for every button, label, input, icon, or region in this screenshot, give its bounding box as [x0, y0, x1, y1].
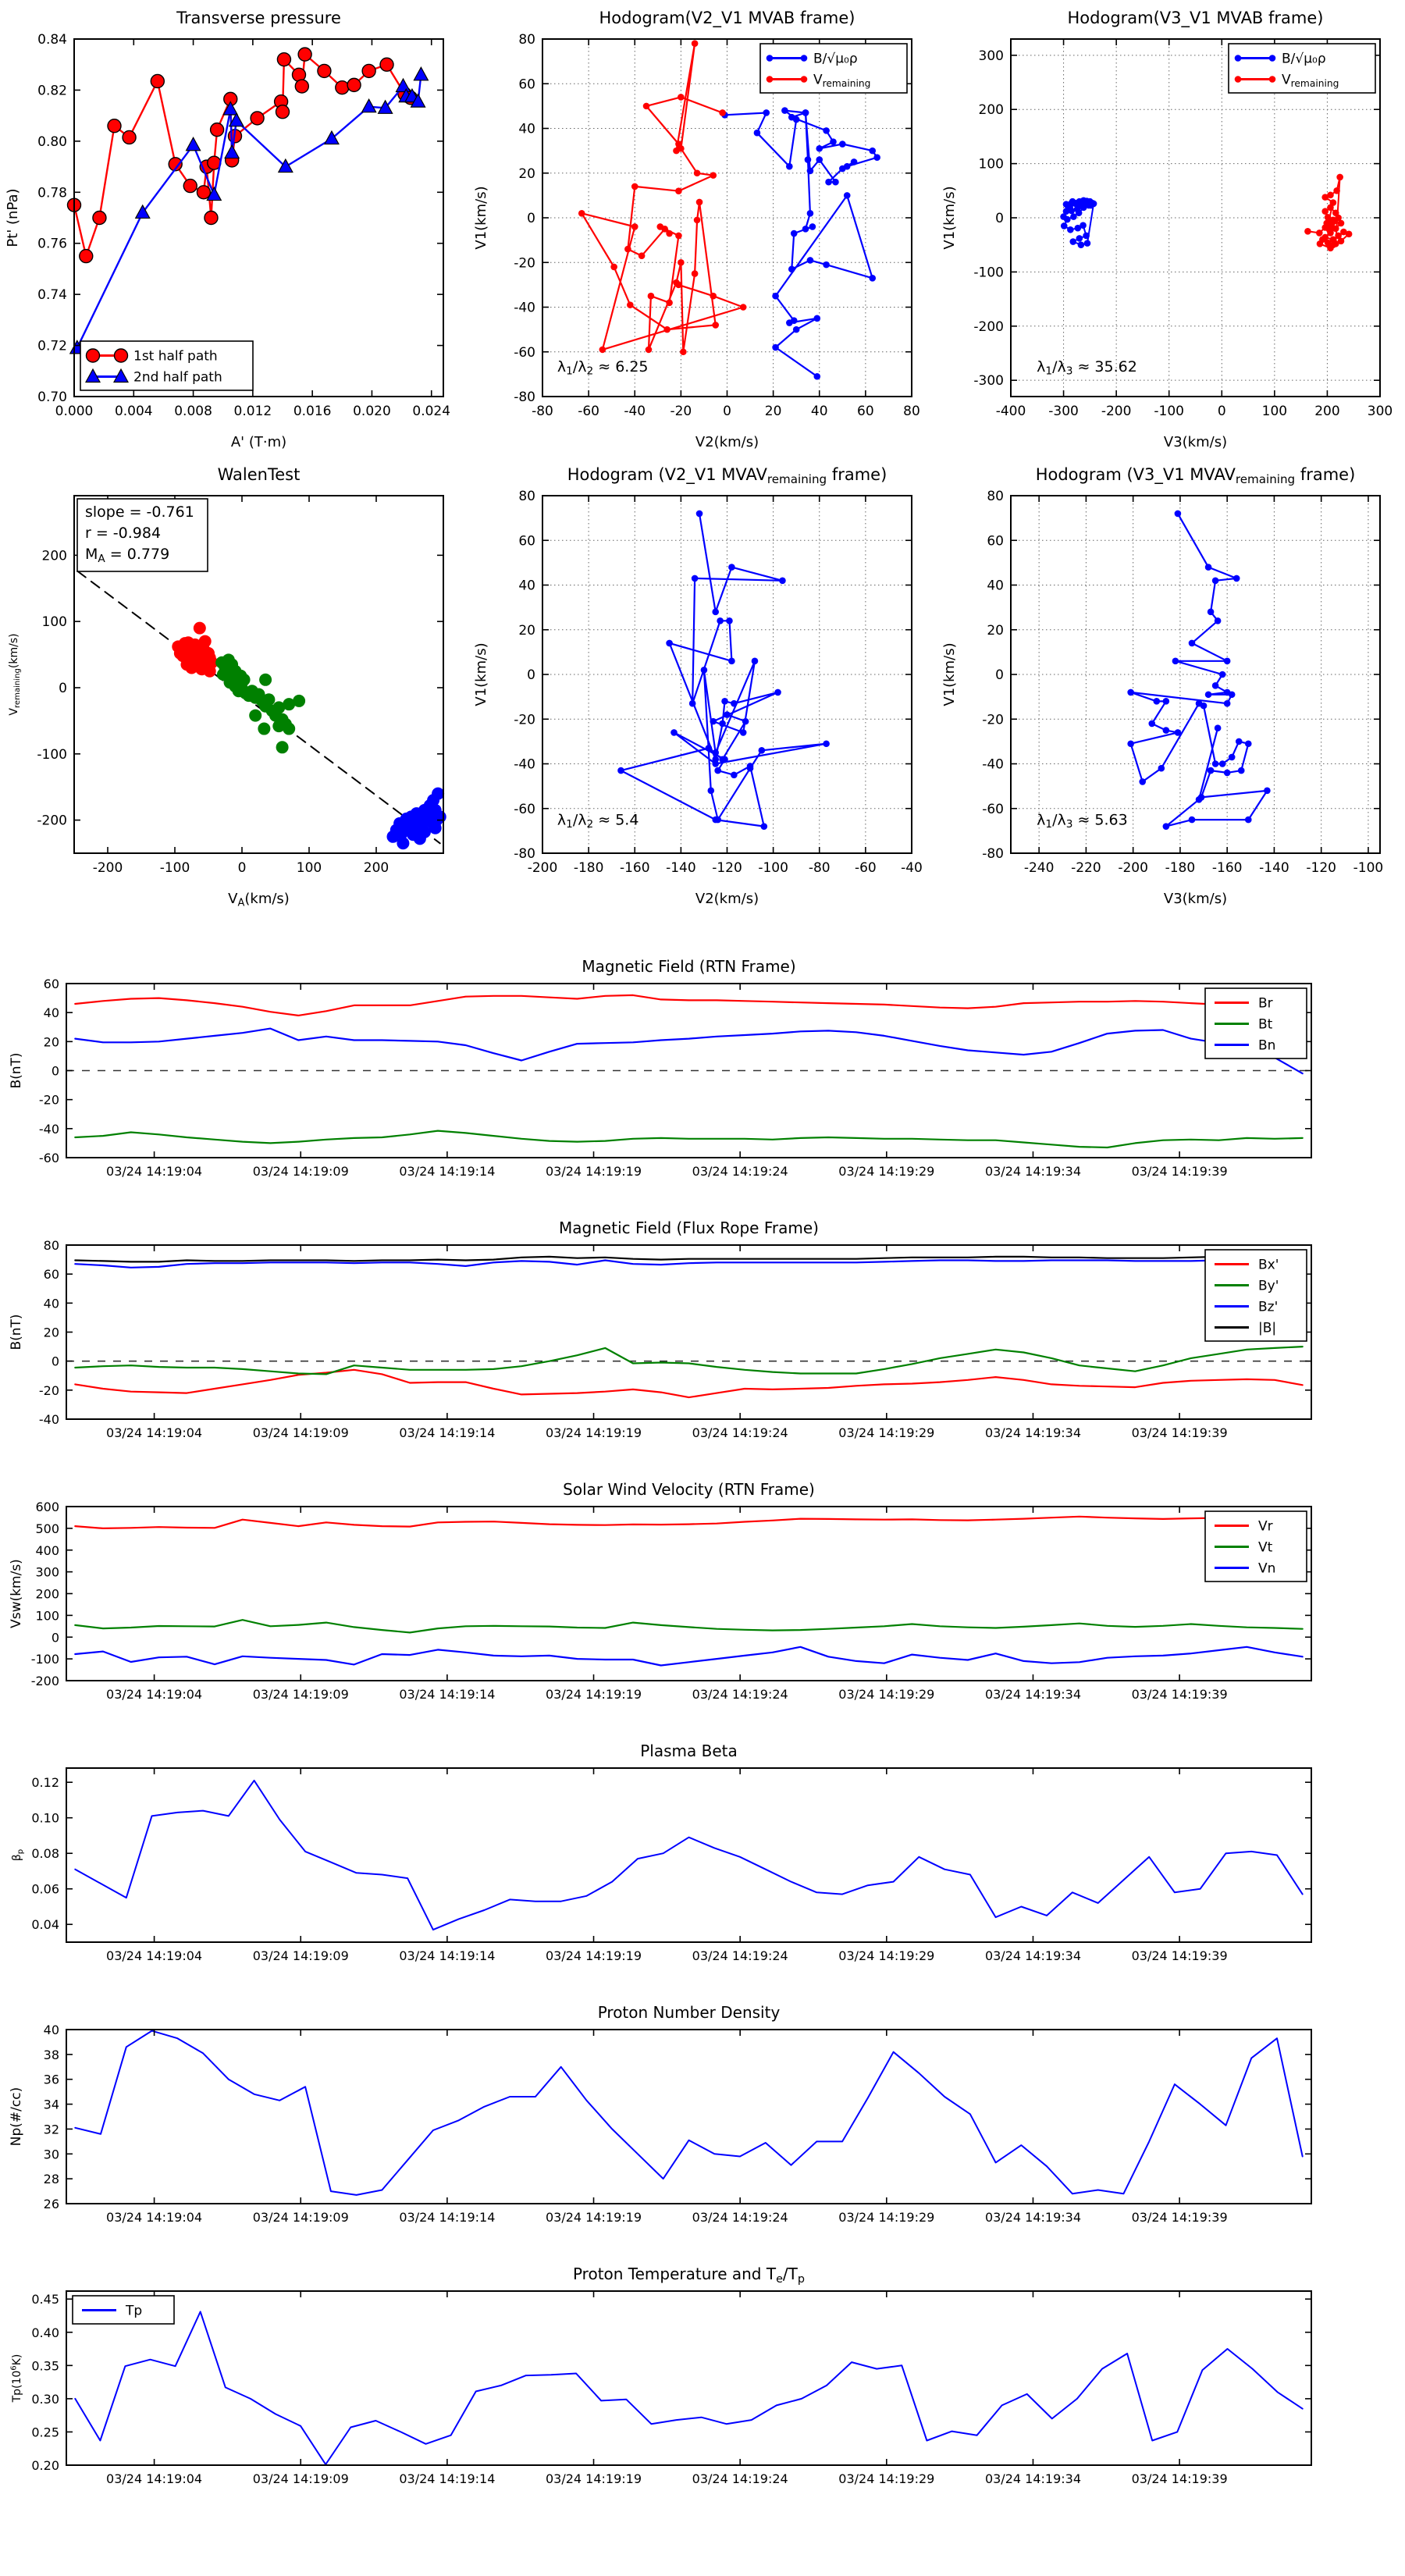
y-tick-label: 20 [518, 165, 535, 182]
legend-label: Bz' [1258, 1299, 1279, 1315]
x-tick-label: 03/24 14:19:09 [252, 1425, 349, 1440]
y-tick-label: 40 [987, 578, 1004, 594]
x-tick-label: 03/24 14:19:09 [252, 1164, 349, 1179]
x-tick-label: 03/24 14:19:14 [399, 1948, 496, 1963]
x-tick-label: 03/24 14:19:04 [106, 1164, 203, 1179]
x-tick-label: -80 [532, 404, 553, 419]
y-tick-label: -60 [514, 344, 535, 361]
y-tick-label: 0.76 [37, 236, 67, 252]
chart-title: Hodogram (V2_V1 $MVAV_{remaining}$ frame) [567, 465, 887, 487]
chart-title: Magnetic Field (Flux Rope Frame) [559, 1219, 819, 1237]
transverse-pressure-svg [0, 0, 468, 457]
legend-label: Bx' [1258, 1257, 1279, 1273]
x-axis-label: V3(km/s) [1163, 434, 1228, 450]
chart-transverse-pressure [0, 0, 468, 457]
y-axis-label: Vsw(km/s) [9, 1559, 24, 1628]
y-tick-label: 0.72 [37, 338, 67, 354]
x-tick-label: 20 [764, 404, 782, 419]
x-tick-label: 200 [363, 860, 389, 876]
y-tick-label: 0.84 [37, 32, 67, 48]
x-tick-label: -200 [92, 860, 123, 876]
y-tick-label: 80 [518, 489, 535, 504]
x-tick-label: 03/24 14:19:19 [545, 1948, 642, 1963]
y-tick-label: 0.35 [31, 2358, 59, 2374]
time-series-stack [0, 952, 1405, 2521]
x-tick-label: 03/24 14:19:24 [692, 2471, 788, 2486]
stats-line: slope = -0.761 [85, 503, 194, 521]
legend-label: B/√μ₀ρ [1282, 51, 1326, 67]
y-tick-label: -60 [514, 801, 535, 817]
x-tick-label: 03/24 14:19:39 [1131, 2471, 1228, 2486]
x-tick-label: -160 [619, 860, 650, 876]
chart-proton-number-density [0, 1998, 1405, 2260]
x-tick-label: 0.012 [233, 404, 272, 419]
y-tick-label: 0.06 [31, 1881, 59, 1897]
chart-hodogram-v2v1-mvab [468, 0, 937, 457]
y-tick-label: -40 [514, 300, 535, 316]
x-tick-label: -20 [670, 404, 692, 419]
hodogram-v3v1-mvav-svg [937, 457, 1405, 913]
legend-label: Vn [1258, 1560, 1276, 1577]
y-tick-label: 34 [43, 2097, 59, 2112]
x-tick-label: 03/24 14:19:24 [692, 1425, 788, 1440]
x-tick-label: 03/24 14:19:09 [252, 1687, 349, 1702]
x-tick-label: 03/24 14:19:04 [106, 2210, 203, 2225]
x-tick-label: -200 [527, 860, 558, 876]
y-axis-label: V1(km/s) [473, 186, 489, 250]
y-tick-label: -40 [982, 756, 1004, 773]
legend-label: B/√μ₀ρ [813, 51, 858, 67]
y-tick-label: 40 [43, 1296, 59, 1311]
x-tick-label: 100 [296, 860, 322, 876]
x-tick-label: -80 [808, 860, 831, 876]
chart-proton-temperature [0, 2260, 1405, 2521]
y-tick-label: 0 [527, 211, 535, 226]
y-tick-label: 0.45 [31, 2292, 59, 2307]
y-tick-label: 100 [978, 156, 1004, 173]
x-tick-label: 03/24 14:19:39 [1131, 1164, 1228, 1179]
y-tick-label: 40 [518, 121, 535, 137]
y-tick-label: 26 [43, 2197, 59, 2211]
proton-temperature-svg [0, 2260, 1405, 2521]
chart-title: Proton Number Density [597, 2003, 781, 2022]
y-tick-label: 40 [43, 2023, 59, 2037]
y-tick-label: -20 [38, 1382, 59, 1398]
x-tick-label: 300 [1367, 404, 1393, 419]
x-tick-label: 03/24 14:19:04 [106, 2471, 203, 2486]
x-tick-label: -400 [995, 404, 1026, 419]
x-tick-label: 03/24 14:19:19 [545, 2210, 642, 2225]
magnetic-field-rtn-svg [0, 952, 1405, 1214]
x-tick-label: -140 [666, 860, 696, 876]
y-tick-label: 0.70 [37, 390, 67, 405]
x-tick-label: -60 [578, 404, 600, 419]
y-axis-label: Vremaining(km/s) [8, 633, 22, 716]
legend-label: 1st half path [133, 348, 218, 365]
chart-title: Transverse pressure [176, 9, 341, 27]
legend-label: Vremaining [813, 72, 871, 89]
legend-label: Bn [1258, 1037, 1276, 1054]
y-axis-label: Pt' (nPa) [5, 188, 21, 247]
y-tick-label: 30 [43, 2147, 59, 2162]
x-tick-label: 0 [723, 404, 731, 419]
y-tick-label: -80 [982, 846, 1004, 862]
chart-magnetic-field-rtn [0, 952, 1405, 1214]
x-tick-label: 0 [237, 860, 247, 876]
chart-title: Plasma Beta [640, 1742, 738, 1760]
x-tick-label: 03/24 14:19:29 [838, 1425, 935, 1440]
y-tick-label: -200 [973, 318, 1004, 335]
y-tick-label: 60 [43, 977, 59, 991]
x-tick-label: -100 [758, 860, 788, 876]
y-tick-label: -20 [514, 712, 535, 728]
y-tick-label: 0.30 [31, 2391, 59, 2407]
x-tick-label: 03/24 14:19:29 [838, 1948, 935, 1963]
y-tick-label: 0.08 [31, 1846, 59, 1862]
y-tick-label: 500 [35, 1521, 59, 1536]
x-tick-label: 80 [903, 404, 920, 419]
x-tick-label: -40 [624, 404, 646, 419]
y-tick-label: 38 [43, 2047, 59, 2062]
y-axis-label: B(nT) [9, 1052, 24, 1089]
y-tick-label: 400 [35, 1542, 59, 1558]
x-tick-label: -160 [1211, 860, 1243, 876]
y-tick-label: -200 [30, 1674, 59, 1688]
y-tick-label: 300 [978, 48, 1004, 64]
magnetic-field-flux-rope-svg [0, 1214, 1405, 1475]
stats-line: MA = 0.779 [85, 546, 170, 565]
x-tick-label: -200 [1118, 860, 1148, 876]
hodogram-v3v1-mvab-svg [937, 0, 1405, 457]
x-tick-label: 60 [857, 404, 874, 419]
x-tick-label: 03/24 14:19:24 [692, 1948, 788, 1963]
y-tick-label: 0.78 [37, 185, 67, 201]
x-tick-label: 03/24 14:19:34 [984, 1425, 1082, 1440]
chart-magnetic-field-flux-rope [0, 1214, 1405, 1475]
x-axis-label: $V_A(km/s)$ [228, 891, 290, 909]
y-tick-label: 0.40 [31, 2325, 59, 2340]
x-tick-label: 03/24 14:19:19 [545, 1164, 642, 1179]
y-tick-label: 0 [59, 680, 67, 696]
y-tick-label: 0 [995, 667, 1004, 683]
y-tick-label: 0.80 [37, 133, 67, 150]
x-tick-label: 0.024 [412, 404, 451, 419]
chart-hodogram-v3v1-mvav [937, 457, 1405, 913]
top-panel-grid [0, 0, 1405, 913]
x-tick-label: -100 [159, 860, 190, 876]
chart-title: Hodogram(V2_V1 MVAB frame) [599, 9, 855, 27]
x-tick-label: 03/24 14:19:04 [106, 1425, 203, 1440]
x-tick-label: -120 [1306, 860, 1336, 876]
legend-label: 2nd half path [133, 369, 222, 386]
x-tick-label: 03/24 14:19:39 [1131, 1425, 1228, 1440]
y-tick-label: 20 [987, 622, 1004, 639]
y-tick-label: -40 [514, 756, 535, 773]
y-tick-label: -20 [982, 712, 1004, 728]
y-tick-label: 0.20 [31, 2458, 59, 2473]
y-tick-label: -20 [514, 255, 535, 272]
proton-number-density-svg [0, 1998, 1405, 2260]
y-tick-label: 0.10 [31, 1810, 59, 1826]
y-tick-label: 60 [987, 533, 1004, 550]
y-axis-label: B(nT) [9, 1314, 24, 1350]
annotation: λ1/λ2 ≈ 6.25 [557, 358, 649, 378]
chart-solar-wind-velocity [0, 1475, 1405, 1737]
x-tick-label: 40 [810, 404, 828, 419]
y-axis-label: Np(#/cc) [9, 2087, 24, 2147]
y-tick-label: 60 [518, 533, 535, 550]
y-tick-label: -300 [973, 373, 1004, 390]
stats-line: r = -0.984 [85, 525, 162, 542]
y-tick-label: 80 [518, 32, 535, 48]
plasma-beta-svg [0, 1737, 1405, 1998]
y-tick-label: 200 [978, 102, 1004, 119]
y-tick-label: 100 [41, 614, 67, 631]
legend-label: Vremaining [1282, 72, 1339, 89]
walen-test-svg [0, 457, 468, 913]
x-tick-label: 03/24 14:19:34 [984, 1687, 1082, 1702]
hodogram-v2v1-mvab-svg [468, 0, 937, 457]
x-tick-label: 03/24 14:19:29 [838, 2471, 935, 2486]
x-tick-label: 03/24 14:19:34 [984, 1948, 1082, 1963]
y-tick-label: -80 [514, 846, 535, 862]
chart-walen-test [0, 457, 468, 913]
x-tick-label: 03/24 14:19:04 [106, 1948, 203, 1963]
y-tick-label: -100 [30, 1652, 59, 1667]
y-tick-label: 0.74 [37, 287, 67, 304]
y-tick-label: 28 [43, 2172, 59, 2187]
x-axis-label: V3(km/s) [1163, 891, 1228, 907]
x-tick-label: 0.004 [114, 404, 153, 419]
y-tick-label: 0.25 [31, 2425, 59, 2440]
x-tick-label: 0.016 [293, 404, 332, 419]
x-tick-label: 200 [1314, 404, 1340, 419]
x-tick-label: -220 [1071, 860, 1101, 876]
y-tick-label: 200 [35, 1586, 59, 1602]
y-axis-label: V1(km/s) [941, 642, 958, 706]
x-tick-label: 03/24 14:19:04 [106, 1687, 203, 1702]
legend-label: Vt [1258, 1539, 1273, 1556]
y-axis-label: V1(km/s) [941, 186, 958, 250]
x-tick-label: 03/24 14:19:29 [838, 1164, 935, 1179]
y-tick-label: 20 [43, 1034, 59, 1050]
x-tick-label: 03/24 14:19:39 [1131, 1687, 1228, 1702]
chart-title: Proton Temperature and $T_e/T_p$ [572, 2265, 806, 2286]
y-tick-label: 0 [527, 667, 535, 683]
x-tick-label: 03/24 14:19:24 [692, 2210, 788, 2225]
y-tick-label: 40 [518, 578, 535, 594]
chart-title: Hodogram(V3_V1 MVAB frame) [1067, 9, 1324, 27]
annotation: λ1/λ2 ≈ 5.4 [557, 811, 639, 831]
y-tick-label: 0.04 [31, 1917, 59, 1933]
legend-label: By' [1258, 1278, 1279, 1294]
y-axis-label: $Tp(10^6K)$ [9, 2354, 23, 2403]
y-tick-label: 80 [987, 489, 1004, 504]
x-tick-label: 03/24 14:19:39 [1131, 2210, 1228, 2225]
y-tick-label: 0 [51, 1063, 59, 1079]
legend-label: |B| [1258, 1320, 1277, 1336]
x-tick-label: 03/24 14:19:14 [399, 2210, 496, 2225]
x-tick-label: -240 [1023, 860, 1055, 876]
x-tick-label: 03/24 14:19:34 [984, 2471, 1082, 2486]
x-tick-label: 03/24 14:19:09 [252, 2210, 349, 2225]
x-tick-label: 03/24 14:19:24 [692, 1164, 788, 1179]
x-tick-label: -120 [712, 860, 742, 876]
legend-label: Bt [1258, 1016, 1273, 1033]
chart-plasma-beta [0, 1737, 1405, 1998]
y-tick-label: -200 [37, 813, 67, 829]
annotation: λ1/λ3 ≈ 5.63 [1037, 811, 1128, 831]
y-tick-label: 36 [43, 2072, 59, 2087]
x-tick-label: -40 [901, 860, 923, 876]
y-tick-label: 40 [43, 1005, 59, 1021]
y-tick-label: -60 [38, 1151, 59, 1165]
x-tick-label: 03/24 14:19:19 [545, 2471, 642, 2486]
legend-label: Vr [1258, 1518, 1273, 1535]
y-axis-label: V1(km/s) [473, 642, 489, 706]
x-tick-label: 03/24 14:19:29 [838, 1687, 935, 1702]
y-tick-label: 0.82 [37, 83, 67, 99]
x-tick-label: 03/24 14:19:14 [399, 1687, 496, 1702]
legend-label: Br [1258, 995, 1273, 1012]
y-tick-label: 100 [35, 1608, 59, 1624]
y-tick-label: -20 [38, 1092, 59, 1108]
x-tick-label: 0 [1217, 404, 1226, 419]
y-tick-label: 0 [51, 1354, 59, 1369]
x-tick-label: -100 [1154, 404, 1185, 419]
x-axis-label: V2(km/s) [695, 891, 759, 907]
hodogram-v2v1-mvav-svg [468, 457, 937, 913]
y-tick-label: 20 [43, 1325, 59, 1340]
x-tick-label: 03/24 14:19:19 [545, 1425, 642, 1440]
chart-title: Magnetic Field (RTN Frame) [582, 957, 796, 976]
y-tick-label: 32 [43, 2122, 59, 2137]
x-tick-label: 100 [1261, 404, 1288, 419]
x-tick-label: 0.000 [55, 404, 94, 419]
y-tick-label: -60 [982, 801, 1004, 817]
x-tick-label: -100 [1353, 860, 1384, 876]
y-tick-label: -80 [514, 390, 535, 405]
y-tick-label: 200 [41, 548, 67, 564]
y-tick-label: -40 [38, 1121, 59, 1137]
y-tick-label: 0 [51, 1630, 59, 1646]
x-tick-label: 03/24 14:19:14 [399, 1425, 496, 1440]
x-tick-label: -300 [1048, 404, 1079, 419]
x-tick-label: 03/24 14:19:29 [838, 2210, 935, 2225]
x-tick-label: -60 [854, 860, 877, 876]
y-tick-label: 60 [518, 76, 535, 93]
chart-title: WalenTest [217, 465, 301, 484]
solar-wind-velocity-svg [0, 1475, 1405, 1737]
x-tick-label: 03/24 14:19:24 [692, 1687, 788, 1702]
x-tick-label: -140 [1259, 860, 1289, 876]
x-tick-label: 0.020 [353, 404, 391, 419]
x-tick-label: 03/24 14:19:09 [252, 2471, 349, 2486]
y-tick-label: 20 [518, 622, 535, 639]
x-axis-label: A' (T·m) [230, 434, 287, 450]
legend-label: Tp [126, 2303, 143, 2319]
y-tick-label: -100 [37, 746, 67, 763]
x-tick-label: 03/24 14:19:14 [399, 2471, 496, 2486]
y-tick-label: 80 [43, 1238, 59, 1253]
x-tick-label: -200 [1101, 404, 1132, 419]
y-tick-label: 0.12 [31, 1775, 59, 1791]
y-tick-label: -40 [38, 1412, 59, 1427]
x-tick-label: -180 [1165, 860, 1196, 876]
y-axis-label: βp [11, 1848, 25, 1862]
x-axis-label: V2(km/s) [695, 434, 759, 450]
x-tick-label: 0.008 [174, 404, 212, 419]
chart-hodogram-v2v1-mvav [468, 457, 937, 913]
annotation: λ1/λ3 ≈ 35.62 [1037, 358, 1137, 378]
chart-hodogram-v3v1-mvab [937, 0, 1405, 457]
y-tick-label: 60 [43, 1267, 59, 1283]
x-tick-label: 03/24 14:19:39 [1131, 1948, 1228, 1963]
y-tick-label: 600 [35, 1500, 59, 1514]
x-tick-label: 03/24 14:19:09 [252, 1948, 349, 1963]
x-tick-label: 03/24 14:19:34 [984, 1164, 1082, 1179]
x-tick-label: 03/24 14:19:14 [399, 1164, 496, 1179]
chart-title: Solar Wind Velocity (RTN Frame) [563, 1480, 815, 1499]
x-tick-label: -180 [573, 860, 604, 876]
x-tick-label: 03/24 14:19:19 [545, 1687, 642, 1702]
y-tick-label: 0 [995, 211, 1004, 226]
chart-title: Hodogram (V3_V1 $MVAV_{remaining}$ frame) [1035, 465, 1356, 487]
y-tick-label: -100 [973, 265, 1004, 281]
x-tick-label: 03/24 14:19:34 [984, 2210, 1082, 2225]
y-tick-label: 300 [35, 1564, 59, 1580]
